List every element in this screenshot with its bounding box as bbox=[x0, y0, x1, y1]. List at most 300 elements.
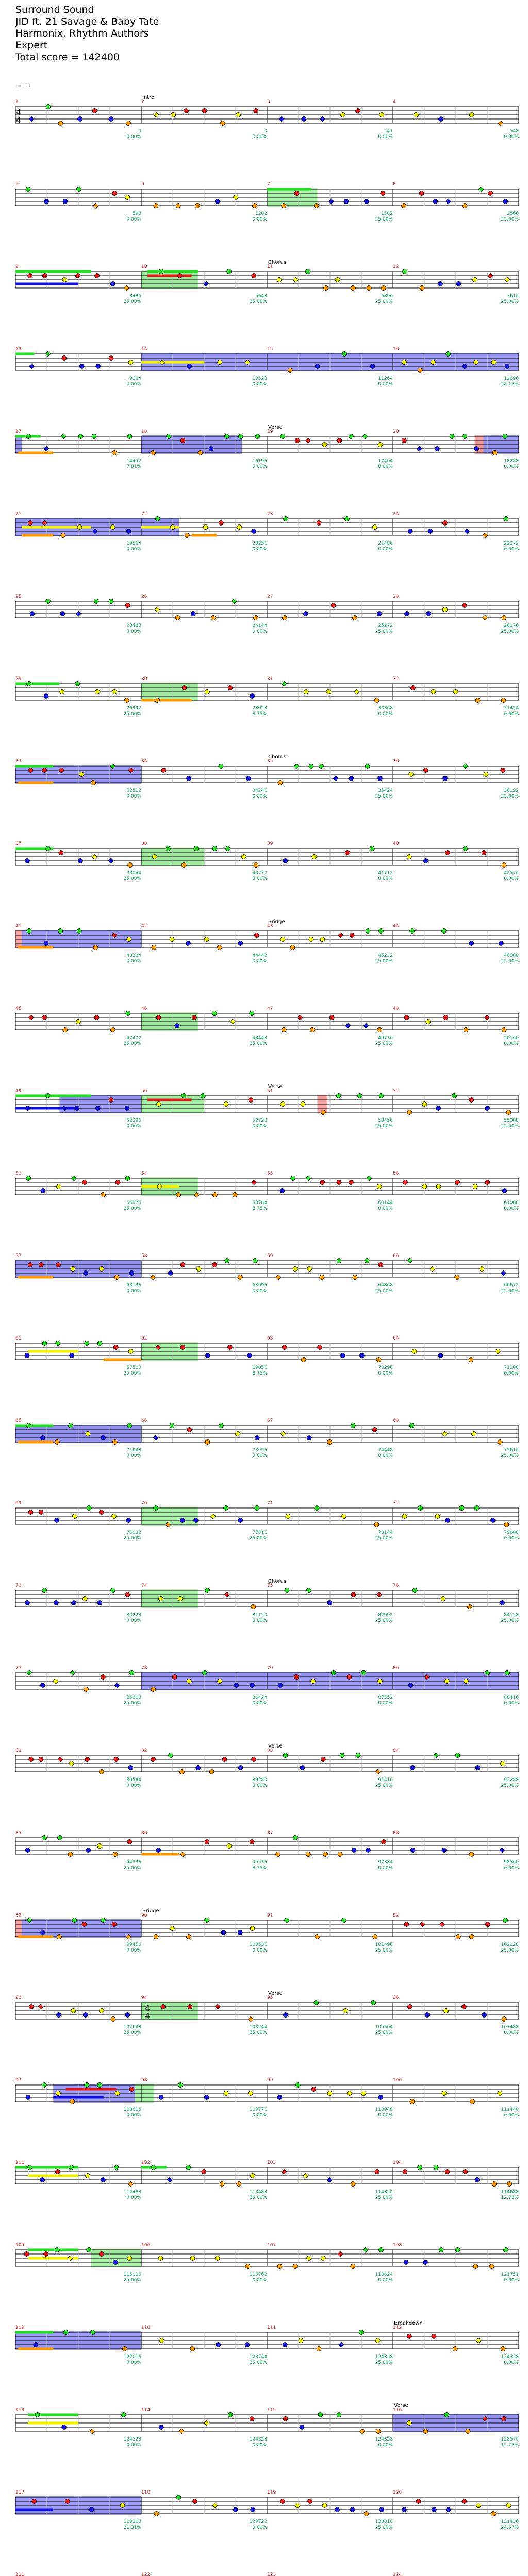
measure-score: 92288 bbox=[504, 1777, 519, 1783]
note-blue bbox=[443, 776, 448, 781]
measure-percent: 25.00% bbox=[375, 629, 393, 634]
note-blue bbox=[83, 2013, 88, 2018]
note-yellow bbox=[152, 855, 157, 859]
note-red bbox=[338, 2251, 343, 2257]
measure-percent: 25.00% bbox=[501, 217, 519, 222]
measure-number: 74 bbox=[141, 1583, 147, 1588]
measure-score: 122016 bbox=[123, 2354, 141, 2360]
measure-score: 107488 bbox=[501, 2025, 519, 2030]
note-blue bbox=[187, 364, 192, 369]
measure-score: 102648 bbox=[123, 2025, 141, 2030]
note-blue bbox=[110, 282, 115, 286]
note-green bbox=[410, 929, 415, 934]
note-yellow bbox=[473, 1184, 477, 1189]
note-green bbox=[283, 1753, 288, 1758]
note-red bbox=[440, 1922, 445, 1927]
note-red bbox=[317, 521, 321, 526]
note-orange bbox=[376, 2429, 381, 2434]
note-orange bbox=[423, 2429, 428, 2434]
note-blue bbox=[327, 2177, 332, 2182]
measure-percent: 25.00% bbox=[249, 2195, 267, 2200]
measure-number: 123 bbox=[267, 2572, 276, 2576]
note-red bbox=[38, 2004, 43, 2009]
note-blue bbox=[221, 1930, 226, 1935]
measure-number: 12 bbox=[393, 264, 399, 269]
note-red bbox=[308, 2499, 312, 2504]
note-yellow bbox=[347, 2091, 352, 2096]
measure-number: 66 bbox=[141, 1418, 147, 1423]
measure-score: 34246 bbox=[252, 788, 267, 793]
measure-percent: 0.00% bbox=[378, 1371, 393, 1376]
note-blue bbox=[78, 859, 82, 863]
note-yellow bbox=[205, 690, 209, 694]
measure-number: 48 bbox=[393, 1006, 399, 1011]
measure-number: 73 bbox=[15, 1583, 22, 1588]
note-green bbox=[42, 1341, 47, 1346]
note-orange bbox=[377, 1028, 382, 1032]
note-red bbox=[488, 273, 493, 278]
measure-percent: 8.75% bbox=[252, 1371, 267, 1376]
note-yellow bbox=[322, 2503, 327, 2508]
note-orange bbox=[504, 1522, 509, 1527]
measure-number: 77 bbox=[15, 1666, 22, 1671]
note-blue bbox=[279, 116, 284, 122]
note-yellow bbox=[99, 1267, 104, 1272]
measure-number: 2 bbox=[141, 99, 144, 105]
measure-percent: 0.00% bbox=[126, 1289, 141, 1294]
note-yellow bbox=[312, 855, 317, 859]
note-blue bbox=[63, 199, 68, 204]
note-red bbox=[193, 2499, 197, 2504]
note-yellow bbox=[154, 112, 159, 117]
note-orange bbox=[84, 1687, 88, 1692]
note-blue bbox=[238, 941, 243, 946]
note-blue bbox=[75, 1106, 79, 1111]
note-green bbox=[76, 187, 81, 192]
note-blue bbox=[62, 2425, 67, 2430]
note-blue bbox=[446, 199, 451, 204]
section-label: Chorus bbox=[268, 260, 287, 265]
note-green bbox=[336, 1094, 341, 1098]
measure-number: 83 bbox=[267, 1748, 273, 1753]
note-yellow bbox=[453, 690, 458, 694]
note-red bbox=[501, 768, 505, 773]
note-orange bbox=[489, 2264, 494, 2269]
note-yellow bbox=[436, 1184, 441, 1189]
note-green bbox=[255, 434, 260, 439]
note-blue bbox=[251, 2507, 255, 2512]
note-yellow bbox=[304, 690, 308, 694]
measure-number: 109 bbox=[15, 2325, 25, 2330]
note-red bbox=[280, 2499, 285, 2504]
note-blue bbox=[438, 1353, 443, 1358]
note-green bbox=[126, 1011, 130, 1016]
note-blue bbox=[377, 612, 382, 616]
measure-score: 44440 bbox=[252, 953, 267, 958]
note-blue bbox=[238, 1766, 243, 1770]
note-blue bbox=[95, 1106, 100, 1111]
note-red bbox=[82, 1180, 87, 1185]
measure-score: 6896 bbox=[381, 294, 393, 299]
note-green bbox=[463, 764, 468, 769]
note-orange bbox=[469, 1358, 473, 1362]
note-yellow bbox=[431, 690, 436, 694]
measure-number: 113 bbox=[15, 2408, 25, 2413]
note-green bbox=[78, 434, 83, 439]
note-blue bbox=[40, 1683, 45, 1688]
note-blue bbox=[78, 117, 82, 122]
section-label: Breakdown bbox=[394, 2320, 423, 2326]
measure-percent: 8.75% bbox=[252, 1866, 267, 1871]
note-orange bbox=[502, 616, 506, 620]
measure-number: 108 bbox=[393, 2243, 402, 2248]
note-yellow bbox=[158, 1597, 163, 1601]
measure-score: 80228 bbox=[126, 1613, 141, 1618]
note-blue bbox=[245, 2343, 250, 2347]
note-green bbox=[111, 1588, 116, 1593]
note-red bbox=[222, 1757, 227, 1762]
note-orange bbox=[466, 2429, 470, 2434]
note-orange bbox=[470, 2099, 475, 2104]
measure-score: 110048 bbox=[375, 2107, 393, 2112]
measure-number: 17 bbox=[15, 429, 22, 434]
note-yellow bbox=[248, 2091, 253, 2096]
measure-percent: 25.00% bbox=[375, 2030, 393, 2036]
note-yellow bbox=[62, 278, 67, 282]
note-orange bbox=[101, 1193, 106, 1197]
note-red bbox=[502, 2417, 506, 2421]
measure-score: 88416 bbox=[504, 1695, 519, 1700]
note-red bbox=[462, 603, 467, 608]
note-yellow bbox=[218, 360, 222, 365]
note-red bbox=[228, 686, 233, 690]
note-red bbox=[251, 1757, 256, 1762]
time-signature-top: 4 bbox=[16, 108, 21, 117]
note-blue bbox=[436, 1106, 441, 1111]
note-blue bbox=[408, 529, 412, 534]
measure-number: 34 bbox=[141, 759, 147, 764]
note-yellow bbox=[57, 1184, 61, 1189]
note-yellow bbox=[309, 937, 314, 942]
note-red bbox=[484, 1015, 489, 1020]
measure-percent: 28.13% bbox=[501, 382, 519, 387]
note-green bbox=[371, 2001, 376, 2005]
note-blue bbox=[191, 612, 195, 616]
measure-score: 10528 bbox=[252, 376, 267, 381]
measure-percent: 21.31% bbox=[123, 2525, 141, 2530]
note-orange bbox=[492, 451, 497, 455]
note-blue bbox=[462, 364, 467, 369]
note-yellow bbox=[407, 2421, 411, 2426]
measure-percent: 25.00% bbox=[501, 1289, 519, 1294]
measure-percent: 0.00% bbox=[378, 1701, 393, 1706]
note-yellow bbox=[444, 2009, 449, 2013]
note-yellow bbox=[178, 1597, 183, 1601]
note-blue bbox=[465, 529, 470, 534]
note-red bbox=[482, 851, 486, 855]
note-green bbox=[194, 846, 199, 851]
note-blue bbox=[25, 1106, 30, 1111]
note-blue bbox=[233, 2507, 238, 2512]
measure-score: 91416 bbox=[378, 1777, 393, 1783]
measure-number: 33 bbox=[15, 759, 22, 764]
measure-number: 20 bbox=[393, 429, 399, 434]
measure-number: 21 bbox=[15, 512, 22, 517]
note-red bbox=[62, 356, 67, 361]
note-orange bbox=[211, 616, 216, 620]
note-green bbox=[359, 2330, 364, 2335]
note-orange bbox=[93, 203, 98, 208]
note-green bbox=[97, 1341, 102, 1346]
note-orange bbox=[315, 1935, 320, 1939]
measure-percent: 0.00% bbox=[504, 547, 519, 552]
note-orange bbox=[501, 698, 506, 703]
note-orange bbox=[57, 1935, 61, 1939]
note-green bbox=[306, 1588, 311, 1593]
note-green bbox=[284, 517, 288, 521]
note-red bbox=[99, 1510, 104, 1515]
note-orange bbox=[483, 533, 488, 538]
note-orange bbox=[351, 2264, 355, 2269]
note-yellow bbox=[474, 360, 478, 365]
note-green bbox=[26, 187, 30, 192]
measure-percent: 25.00% bbox=[249, 2030, 267, 2036]
note-blue bbox=[446, 2507, 451, 2512]
song-title: Surround Sound bbox=[15, 4, 94, 15]
measure-number: 43 bbox=[267, 924, 273, 929]
measure-number: 88 bbox=[393, 1831, 399, 1836]
note-yellow bbox=[442, 1431, 447, 1436]
note-blue bbox=[54, 1601, 58, 1605]
note-yellow bbox=[224, 2091, 228, 2096]
measure-score: 30368 bbox=[378, 706, 393, 711]
measure-number: 115 bbox=[267, 2408, 276, 2413]
note-orange bbox=[502, 863, 506, 868]
note-red bbox=[161, 2005, 166, 2009]
measure-number: 104 bbox=[393, 2160, 402, 2165]
measure-percent: 25.00% bbox=[123, 299, 141, 304]
note-green bbox=[26, 1176, 31, 1181]
note-green bbox=[84, 2083, 89, 2088]
measure-score: 102128 bbox=[501, 1942, 519, 1947]
note-blue bbox=[40, 2178, 45, 2182]
note-yellow bbox=[77, 525, 82, 530]
note-blue bbox=[327, 1601, 332, 1605]
measure-score: 26992 bbox=[126, 706, 141, 711]
measure-score: 21486 bbox=[378, 541, 393, 546]
note-orange bbox=[190, 2347, 195, 2351]
note-orange bbox=[410, 2099, 415, 2104]
measure-number: 45 bbox=[15, 1006, 22, 1011]
note-blue bbox=[280, 1189, 285, 1193]
note-orange bbox=[374, 1522, 379, 1527]
note-yellow bbox=[72, 1514, 77, 1519]
note-yellow bbox=[227, 1844, 232, 1849]
note-yellow bbox=[506, 2503, 511, 2508]
note-blue bbox=[359, 1353, 364, 1358]
measure-number: 118 bbox=[141, 2490, 151, 2495]
note-yellow bbox=[204, 2420, 209, 2426]
measure-percent: 25.00% bbox=[501, 1453, 519, 1459]
note-green bbox=[370, 846, 374, 851]
note-yellow bbox=[120, 2503, 125, 2508]
note-orange bbox=[175, 616, 180, 620]
note-green bbox=[459, 1506, 464, 1511]
note-green bbox=[342, 1918, 346, 1923]
note-blue bbox=[129, 1271, 134, 1276]
note-green bbox=[219, 1423, 223, 1428]
note-red bbox=[283, 2417, 288, 2421]
note-blue bbox=[300, 1766, 305, 1770]
note-blue bbox=[26, 2095, 30, 2100]
note-yellow bbox=[241, 855, 246, 859]
note-red bbox=[39, 1263, 43, 1267]
note-green bbox=[318, 2413, 323, 2417]
measure-percent: 8.75% bbox=[252, 711, 267, 717]
measure-number: 38 bbox=[141, 841, 147, 846]
measure-percent: 25.00% bbox=[123, 2278, 141, 2283]
note-blue bbox=[168, 1271, 173, 1276]
note-orange bbox=[151, 1687, 156, 1692]
measure-score: 99456 bbox=[126, 1942, 141, 1947]
note-blue bbox=[432, 2507, 436, 2512]
note-red bbox=[355, 109, 360, 113]
note-orange bbox=[252, 204, 257, 208]
measure-number: 98 bbox=[141, 2078, 147, 2083]
note-red bbox=[56, 1263, 61, 1267]
measure-number: 31 bbox=[267, 676, 273, 682]
measure-number: 76 bbox=[393, 1583, 399, 1588]
measure-score: 1582 bbox=[381, 211, 393, 216]
note-orange bbox=[290, 945, 295, 950]
note-orange bbox=[498, 1440, 502, 1445]
measure-score: 53456 bbox=[378, 1118, 393, 1123]
measure-percent: 0.00% bbox=[504, 2030, 519, 2036]
note-orange bbox=[502, 1028, 506, 1032]
note-red bbox=[112, 191, 117, 196]
note-yellow bbox=[422, 1102, 427, 1107]
measure-percent: 0.00% bbox=[126, 2360, 141, 2365]
song-charter: Harmonix, Rhythm Authors bbox=[15, 28, 149, 39]
note-yellow bbox=[471, 1432, 476, 1436]
measure-number: 37 bbox=[15, 841, 22, 846]
note-green bbox=[409, 1423, 414, 1428]
note-yellow bbox=[409, 772, 414, 777]
measure-score: 86424 bbox=[252, 1695, 267, 1700]
note-blue bbox=[345, 1023, 351, 1028]
note-green bbox=[72, 1918, 77, 1923]
note-yellow bbox=[187, 1679, 191, 1684]
measure-number: 85 bbox=[15, 1831, 22, 1836]
note-yellow bbox=[473, 278, 477, 282]
measure-percent: 0.00% bbox=[252, 1124, 267, 1129]
note-red bbox=[345, 851, 350, 855]
note-blue bbox=[128, 1766, 133, 1770]
measure-score: 66672 bbox=[504, 1283, 519, 1288]
measure-number: 112 bbox=[393, 2325, 402, 2330]
measure-number: 70 bbox=[141, 1501, 147, 1506]
note-green bbox=[255, 1506, 259, 1511]
measure-number: 9 bbox=[15, 264, 19, 269]
note-blue bbox=[320, 116, 325, 122]
measure-score: 14452 bbox=[126, 459, 141, 464]
note-orange bbox=[353, 1275, 357, 1280]
total-score: Total score = 142400 bbox=[15, 52, 120, 63]
measure-score: 103244 bbox=[249, 2025, 267, 2030]
note-orange bbox=[376, 1358, 381, 1362]
note-red bbox=[125, 1592, 130, 1597]
note-blue bbox=[156, 1848, 161, 1853]
note-green bbox=[225, 846, 230, 851]
note-green bbox=[87, 2248, 91, 2252]
measure-percent: 0.00% bbox=[252, 134, 267, 140]
note-yellow bbox=[307, 2256, 311, 2261]
note-blue bbox=[79, 364, 84, 369]
note-blue bbox=[255, 1436, 259, 1440]
note-green bbox=[69, 2165, 74, 2170]
measure-percent: 25.00% bbox=[501, 299, 519, 304]
note-green bbox=[474, 1506, 479, 1511]
note-orange bbox=[469, 1935, 474, 1939]
note-green bbox=[238, 434, 243, 439]
note-orange bbox=[373, 1935, 377, 1939]
note-green bbox=[151, 2165, 156, 2170]
note-orange bbox=[475, 698, 480, 703]
note-red bbox=[432, 2334, 436, 2339]
note-red bbox=[442, 521, 447, 526]
note-green bbox=[90, 2330, 95, 2335]
note-yellow bbox=[327, 2091, 332, 2096]
measure-percent: 0.00% bbox=[252, 1618, 267, 1623]
measure-number: 78 bbox=[141, 1666, 147, 1671]
measure-number: 75 bbox=[267, 1583, 273, 1588]
note-green bbox=[485, 1671, 489, 1675]
measure-number: 14 bbox=[141, 347, 147, 352]
note-red bbox=[375, 2170, 380, 2174]
note-green bbox=[446, 352, 451, 357]
measure-number: 60 bbox=[393, 1253, 399, 1259]
measure-score: 98560 bbox=[504, 1860, 519, 1865]
note-red bbox=[410, 686, 415, 690]
measure-score: 87552 bbox=[378, 1695, 393, 1700]
note-yellow bbox=[299, 2338, 303, 2343]
measure-score: 77816 bbox=[252, 1530, 267, 1535]
note-green bbox=[153, 1506, 158, 1511]
note-orange bbox=[321, 1110, 326, 1115]
note-yellow bbox=[280, 1102, 285, 1107]
note-orange bbox=[99, 1770, 104, 1774]
measure-number: 10 bbox=[141, 264, 147, 269]
measure-percent: 25.00% bbox=[123, 1371, 141, 1376]
note-green bbox=[363, 2247, 368, 2252]
note-yellow bbox=[127, 937, 131, 942]
note-green bbox=[109, 599, 113, 604]
note-orange bbox=[198, 451, 203, 455]
note-blue bbox=[29, 364, 35, 369]
time-signature-bottom: 4 bbox=[16, 115, 21, 125]
note-blue bbox=[428, 529, 433, 534]
measure-score: 38044 bbox=[126, 871, 141, 876]
measure-score: 35424 bbox=[378, 788, 393, 793]
measure-score: 124328 bbox=[375, 2354, 393, 2360]
note-red bbox=[55, 2170, 60, 2174]
measure-percent: 0.00% bbox=[252, 2525, 267, 2530]
note-blue bbox=[250, 694, 255, 699]
note-green bbox=[46, 599, 51, 604]
note-yellow bbox=[422, 1184, 427, 1189]
note-blue bbox=[25, 1353, 29, 1358]
note-green bbox=[403, 269, 407, 274]
